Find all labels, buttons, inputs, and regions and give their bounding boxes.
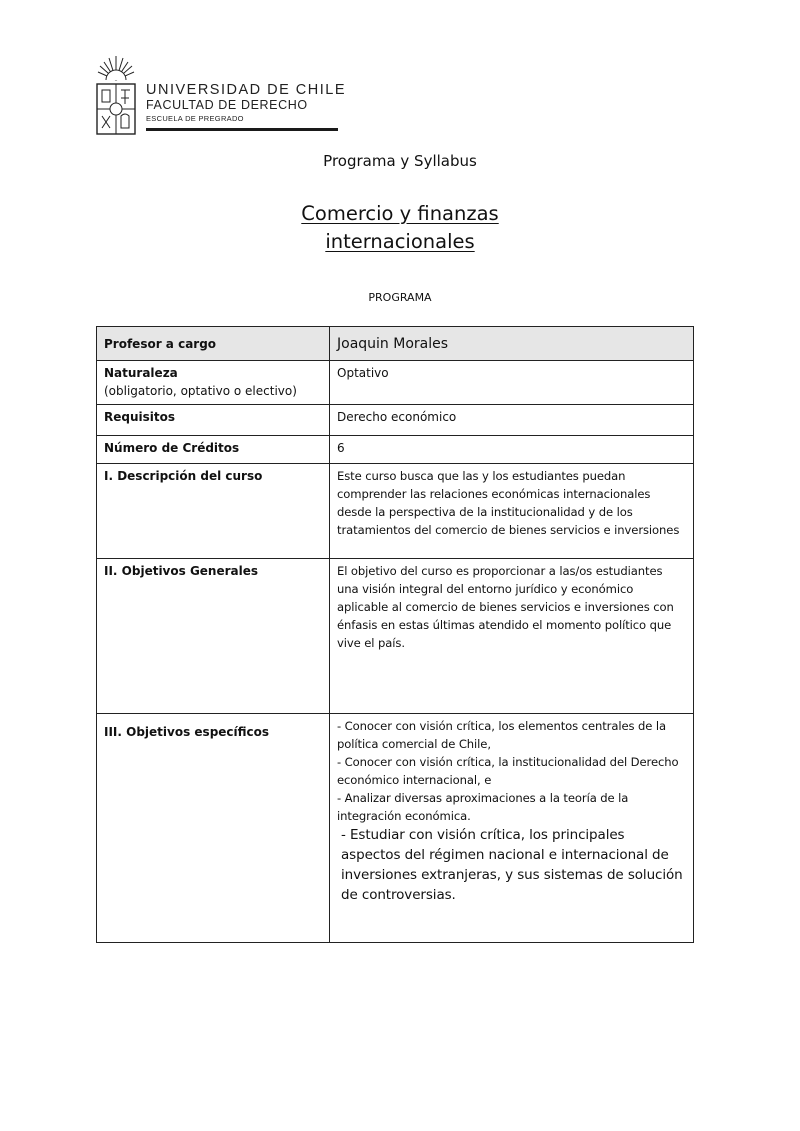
description-label: I. Descripción del curso	[97, 464, 330, 559]
table-row-description	[97, 464, 694, 559]
table-row-specific-objectives	[97, 714, 694, 943]
section-heading: PROGRAMA	[368, 291, 432, 304]
specific-objective-3: - Analizar diversas aproximaciones a la teoría de la integración económica.	[337, 791, 629, 823]
header	[94, 54, 347, 136]
table-row-requirements	[97, 405, 694, 436]
professor-label: Profesor a cargo	[97, 327, 330, 361]
general-objectives-value: El objetivo del curso es proporcionar a las/os estudiantes una visión integral del entorno jurídico y económico aplicable al comercio de bienes servicios e inversiones con énfasis en estas últimas atendido el momento político que vive el país.	[330, 559, 694, 714]
specific-objectives-label: III. Objetivos específicos	[97, 714, 330, 943]
credits-label: Número de Créditos	[97, 436, 330, 464]
specific-objective-4	[337, 825, 686, 905]
table-row-credits	[97, 436, 694, 464]
program-table	[96, 326, 694, 943]
requirements-value: Derecho económico	[330, 405, 694, 436]
nature-value: Optativo	[330, 361, 694, 405]
university-crest-icon	[94, 54, 138, 136]
nature-note: (obligatorio, optativo o electivo)	[104, 384, 297, 398]
specific-objective-2: - Conocer con visión crítica, la institucionalidad del Derecho económico internacional, e	[337, 755, 679, 787]
specific-objective-1: - Conocer con visión crítica, los elementos centrales de la política comercial de Chile,	[337, 719, 667, 751]
table-row-professor	[97, 327, 694, 361]
header-divider	[146, 128, 338, 131]
professor-value: Joaquin Morales	[330, 327, 694, 361]
document-title	[0, 200, 800, 256]
table-row-nature	[97, 361, 694, 405]
university-name: UNIVERSIDAD DE CHILE	[146, 82, 347, 98]
school-name: ESCUELA DE PREGRADO	[146, 114, 244, 123]
table-row-general-objectives	[97, 559, 694, 714]
credits-value: 6	[330, 436, 694, 464]
specific-objectives-value	[330, 714, 694, 943]
specific-objective-4-text: - Estudiar con visión crítica, los principales aspectos del régimen nacional e internacional de inversiones extranjeras, y sus sistemas de solución de controversias.	[341, 827, 683, 903]
nature-label: Naturaleza	[104, 366, 178, 380]
document-subtitle: Programa y Syllabus	[323, 152, 477, 170]
general-objectives-label: II. Objetivos Generales	[97, 559, 330, 714]
description-value: Este curso busca que las y los estudiantes puedan comprender las relaciones económicas internacionales desde la perspectiva de la institucionalidad y de los tratamientos del comercio de bienes servicios e inversiones	[330, 464, 694, 559]
faculty-name: FACULTAD DE DERECHO	[146, 98, 308, 112]
title-line-1: Comercio y finanzas	[301, 202, 499, 225]
title-line-2: internacionales	[325, 230, 475, 253]
nature-label-cell	[97, 361, 330, 405]
requirements-label: Requisitos	[97, 405, 330, 436]
